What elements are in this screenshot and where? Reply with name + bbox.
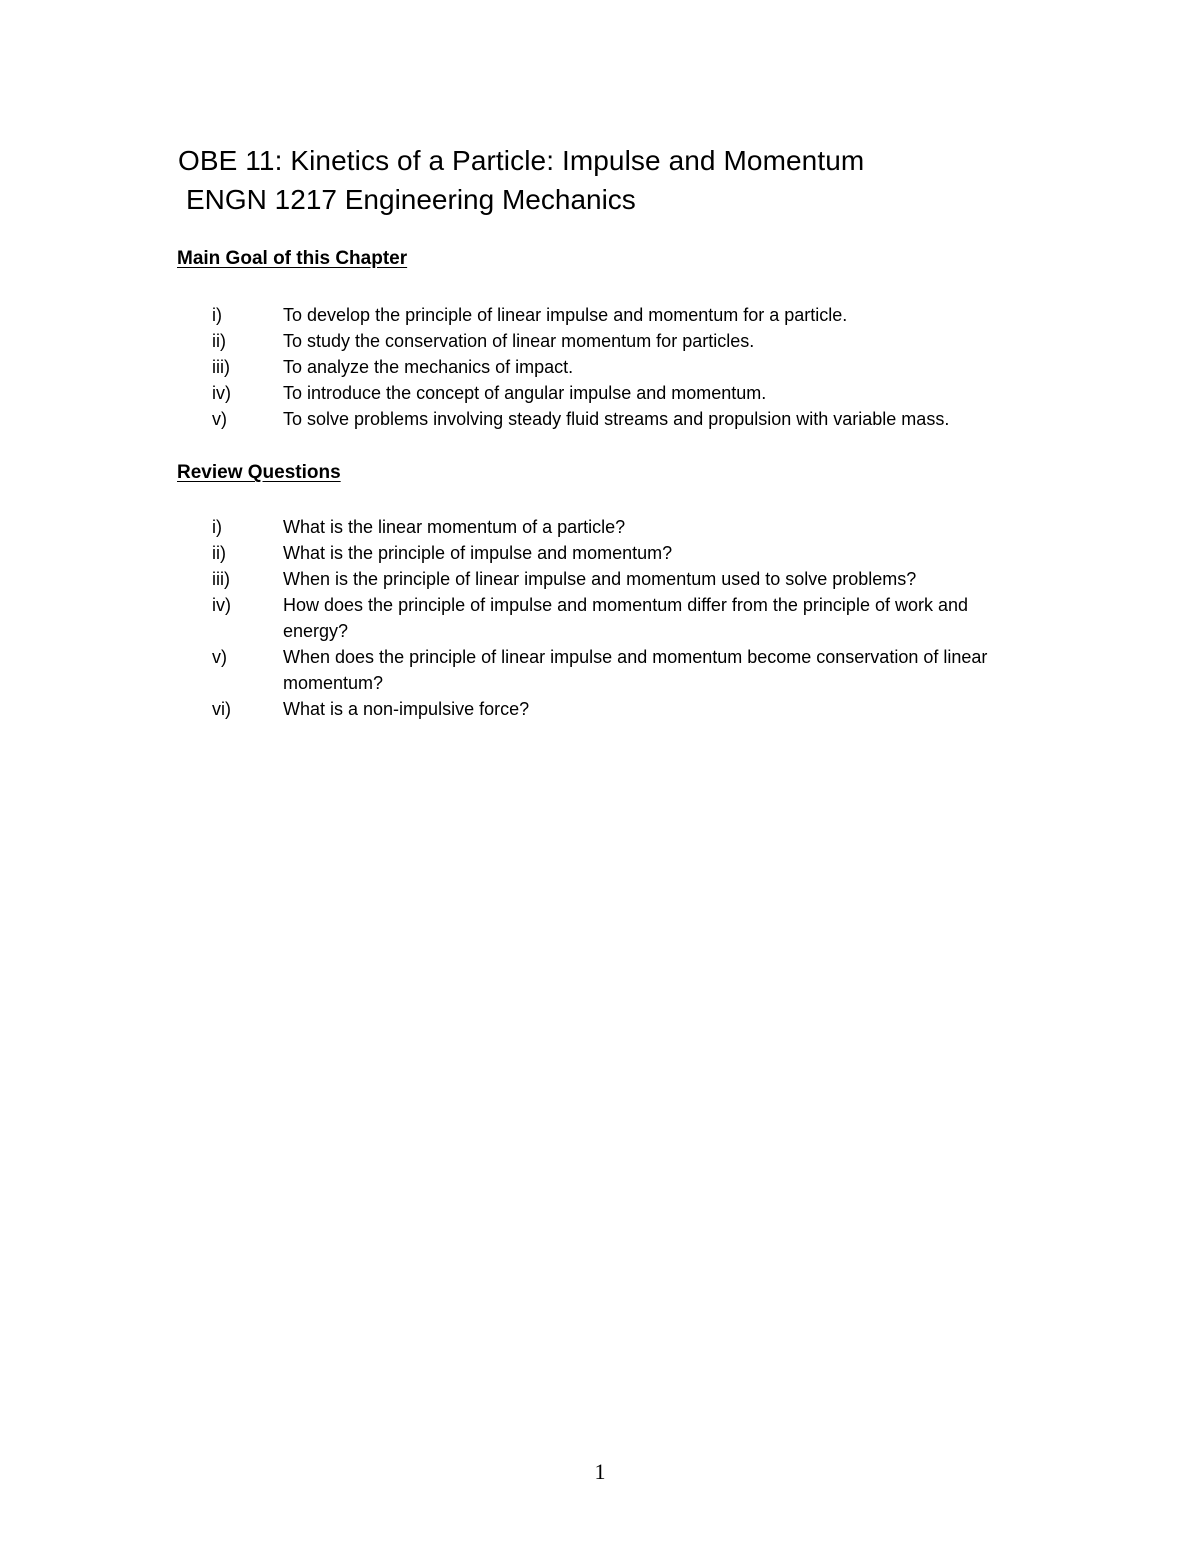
- goal-marker: v): [212, 409, 227, 429]
- question-text: What is a non-impulsive force?: [283, 699, 530, 719]
- goal-text: To analyze the mechanics of impact.: [283, 357, 574, 377]
- question-marker: iii): [212, 569, 230, 589]
- page-number: 1: [594, 1459, 606, 1484]
- question-text: How does the principle of impulse and momentum differ from the principle of work and energy?: [283, 595, 969, 641]
- main-goal-heading: Main Goal of this Chapter: [177, 248, 408, 269]
- question-text: When does the principle of linear impulse and momentum become conservation of linear momentum?: [283, 647, 988, 693]
- goal-marker: iv): [212, 383, 231, 403]
- goal-item: [177, 380, 1028, 406]
- goal-item: [177, 406, 1028, 432]
- goal-text: To develop the principle of linear impulse and momentum for a particle.: [283, 305, 848, 325]
- goal-text: To solve problems involving steady fluid streams and propulsion with variable mass.: [283, 409, 950, 429]
- goal-item: [177, 302, 1028, 328]
- question-item: [177, 540, 1028, 566]
- main-goal-list: [177, 302, 1028, 432]
- review-questions-list: [177, 514, 1028, 722]
- course-subtitle: ENGN 1217 Engineering Mechanics: [186, 184, 636, 215]
- question-item: [177, 644, 1028, 696]
- question-item: [177, 566, 1028, 592]
- question-item: [177, 696, 1028, 722]
- document-title: OBE 11: Kinetics of a Particle: Impulse and Momentum: [178, 145, 865, 176]
- question-marker: vi): [212, 699, 231, 719]
- question-marker: v): [212, 647, 227, 667]
- goal-marker: ii): [212, 331, 226, 351]
- goal-text: To study the conservation of linear momentum for particles.: [283, 331, 755, 351]
- review-questions-heading: Review Questions: [177, 462, 341, 483]
- goal-item: [177, 328, 1028, 354]
- question-item: [177, 592, 1028, 644]
- goal-marker: iii): [212, 357, 230, 377]
- question-marker: i): [212, 517, 222, 537]
- question-text: What is the principle of impulse and momentum?: [283, 543, 673, 563]
- question-text: When is the principle of linear impulse and momentum used to solve problems?: [283, 569, 917, 589]
- goal-text: To introduce the concept of angular impulse and momentum.: [283, 383, 767, 403]
- question-item: [177, 514, 1028, 540]
- goal-item: [177, 354, 1028, 380]
- goal-marker: i): [212, 305, 222, 325]
- question-text: What is the linear momentum of a particle?: [283, 517, 626, 537]
- question-marker: ii): [212, 543, 226, 563]
- question-marker: iv): [212, 595, 231, 615]
